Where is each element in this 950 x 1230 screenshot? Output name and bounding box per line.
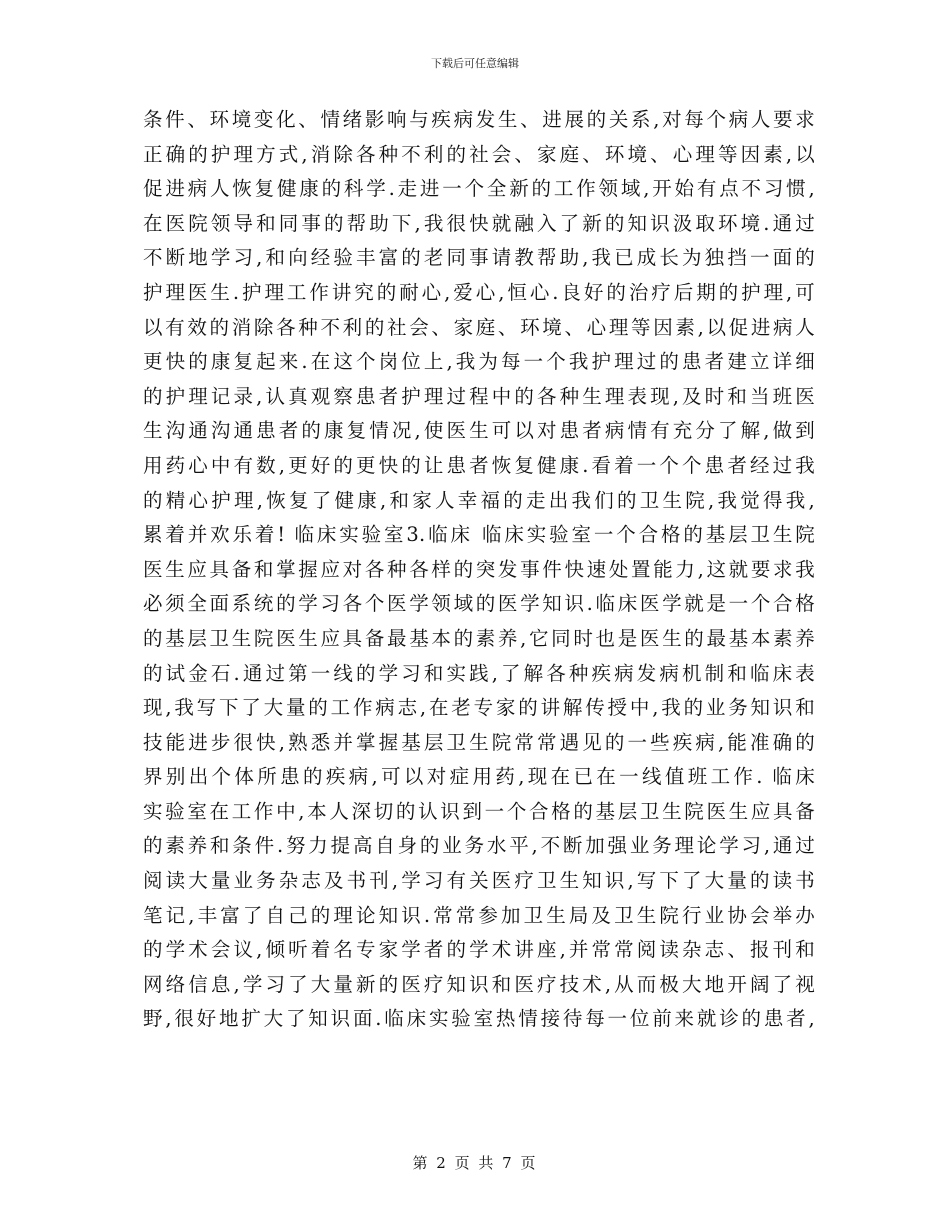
text-line: 界别出个体所患的疾病,可以对症用药,现在已在一线值班工作. 临床 bbox=[143, 765, 815, 789]
text-line: 正确的护理方式,消除各种不利的社会、家庭、环境、心理等因素,以 bbox=[143, 142, 815, 166]
text-line: 以有效的消除各种不利的社会、家庭、环境、心理等因素,以促进病人 bbox=[143, 315, 815, 339]
text-line: 累着并欢乐着! 临床实验室3.临床 临床实验室一个合格的基层卫生院 bbox=[143, 523, 815, 547]
text-line: 的试金石.通过第一线的学习和实践,了解各种疾病发病机制和临床表 bbox=[143, 661, 815, 685]
text-line: 生沟通沟通患者的康复情况,使医生可以对患者病情有充分了解,做到 bbox=[143, 419, 815, 443]
text-line: 必须全面系统的学习各个医学领域的医学知识.临床医学就是一个合格 bbox=[143, 592, 815, 616]
page-header: 下载后可任意编辑 bbox=[431, 57, 519, 70]
text-line: 更快的康复起来.在这个岗位上,我为每一个我护理过的患者建立详细 bbox=[143, 350, 815, 374]
text-line: 的基层卫生院医生应具备最基本的素养,它同时也是医生的最基本素养 bbox=[143, 626, 815, 650]
text-line: 野,很好地扩大了知识面.临床实验室热情接待每一位前来就诊的患者, bbox=[143, 1007, 815, 1031]
text-line: 护理医生.护理工作讲究的耐心,爱心,恒心.良好的治疗后期的护理,可 bbox=[143, 280, 815, 304]
text-line: 的护理记录,认真观察患者护理过程中的各种生理表现,及时和当班医 bbox=[143, 384, 815, 408]
text-line: 的学术会议,倾听着名专家学者的学术讲座,并常常阅读杂志、报刊和 bbox=[143, 938, 815, 962]
text-line: 实验室在工作中,本人深切的认识到一个合格的基层卫生院医生应具备 bbox=[143, 799, 815, 823]
text-line: 在医院领导和同事的帮助下,我很快就融入了新的知识汲取环境.通过 bbox=[143, 211, 815, 235]
text-line: 促进病人恢复健康的科学.走进一个全新的工作领域,开始有点不习惯, bbox=[143, 177, 815, 201]
text-line: 现,我写下了大量的工作病志,在老专家的讲解传授中,我的业务知识和 bbox=[143, 696, 815, 720]
text-line: 网络信息,学习了大量新的医疗知识和医疗技术,从而极大地开阔了视 bbox=[143, 972, 815, 996]
page-footer: 第 2 页 共 7 页 bbox=[412, 1154, 538, 1172]
text-line: 不断地学习,和向经验丰富的老同事请教帮助,我已成长为独挡一面的 bbox=[143, 246, 815, 270]
text-line: 的精心护理,恢复了健康,和家人幸福的走出我们的卫生院,我觉得我, bbox=[143, 488, 815, 512]
text-line: 用药心中有数,更好的更快的让患者恢复健康.看着一个个患者经过我 bbox=[143, 453, 815, 477]
text-line: 技能进步很快,熟悉并掌握基层卫生院常常遇见的一些疾病,能准确的 bbox=[143, 730, 815, 754]
text-line: 医生应具备和掌握应对各种各样的突发事件快速处置能力,这就要求我 bbox=[143, 557, 815, 581]
text-line: 笔记,丰富了自己的理论知识.常常参加卫生局及卫生院行业协会举办 bbox=[143, 903, 815, 927]
text-line: 阅读大量业务杂志及书刊,学习有关医疗卫生知识,写下了大量的读书 bbox=[143, 869, 815, 893]
text-line: 条件、环境变化、情绪影响与疾病发生、进展的关系,对每个病人要求 bbox=[143, 108, 815, 131]
text-line: 的素养和条件.努力提高自身的业务水平,不断加强业务理论学习,通过 bbox=[143, 834, 815, 858]
body-text bbox=[143, 103, 815, 1037]
